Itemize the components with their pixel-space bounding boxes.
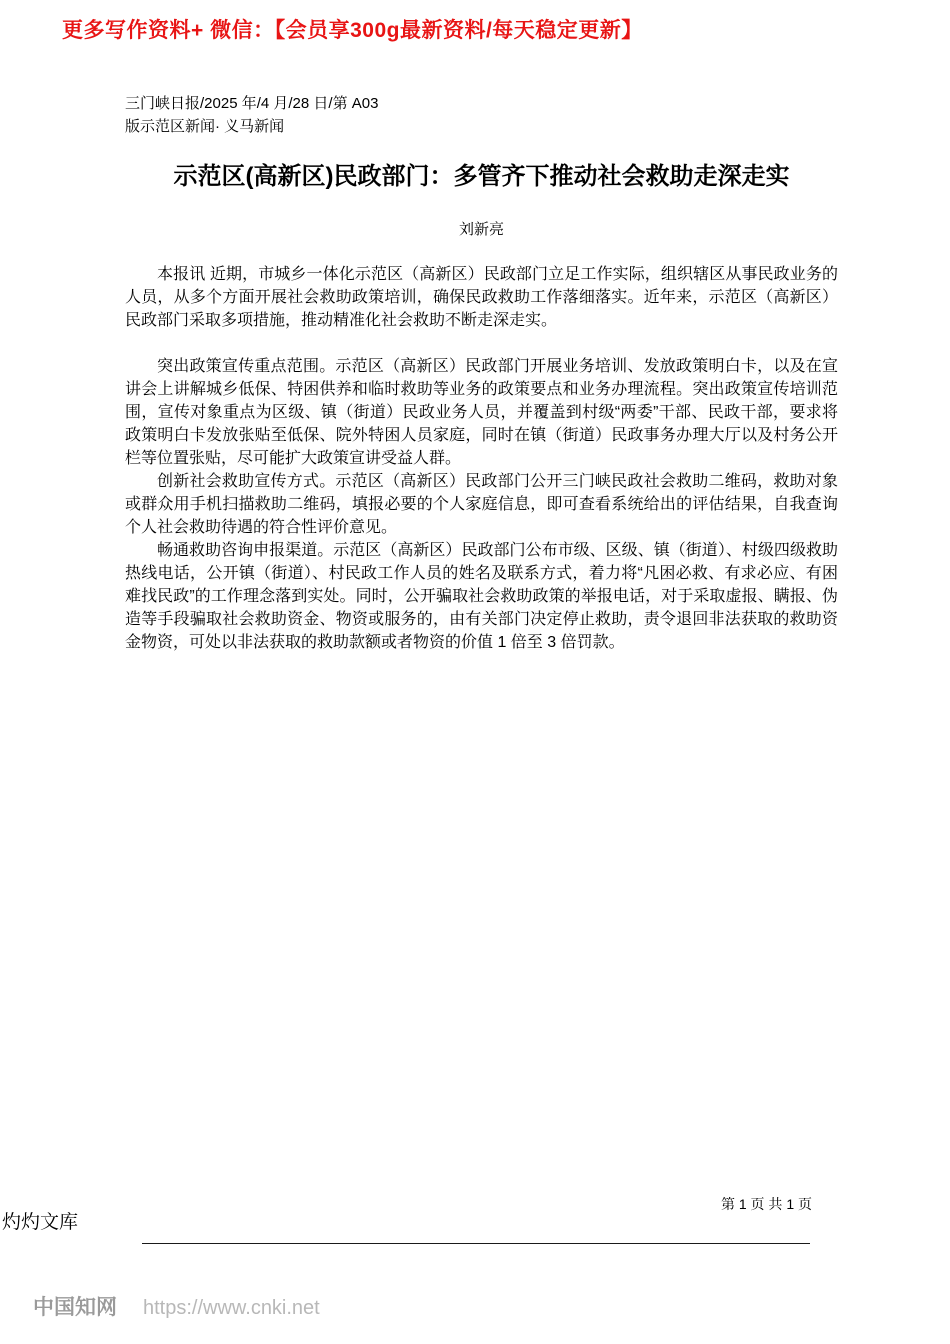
site-footer [33,1291,320,1321]
cnki-logo-text: 中国知网 [33,1296,117,1319]
article-paragraph: 创新社会救助宣传方式。示范区（高新区）民政部门公开三门峡民政社会救助二维码，救助对象或群众用手机扫描救助二维码，填报必要的个人家庭信息，即可查看系统给出的评估结果，自我查询个人社会救助待遇的符合性评价意见。 [125,473,838,536]
library-brand-label: 灼灼文库 [2,1212,79,1233]
article-source-line-1: 三门峡日报/2025 年/4 月/28 日/第 A03 [125,95,379,112]
cnki-url-link[interactable]: https://www.cnki.net [143,1297,320,1319]
article-body [125,263,838,654]
article-author: 刘新亮 [458,221,504,238]
promo-banner: 更多写作资料+ 微信：【会员享300g最新资料/每天稳定更新】 [62,19,643,42]
article-container [125,92,838,654]
article-paragraph: 本报讯 近期，市城乡一体化示范区（高新区）民政部门立足工作实际，组织辖区从事民政业务的人员，从多个方面开展社会救助政策培训，确保民政救助工作落细落实。近年来，示范区（高新区）民政部门采取多项措施，推动精准化社会救助不断走深走实。 [125,266,838,329]
page-number-indicator: 第 1 页 共 1 页 [720,1196,812,1212]
footer-divider-line [142,1243,810,1244]
article-source-line-2: 版示范区新闻· 义马新闻 [125,118,285,135]
article-paragraph: 畅通救助咨询申报渠道。示范区（高新区）民政部门公布市级、区级、镇（街道）、村级四级救助热线电话，公开镇（街道）、村民政工作人员的姓名及联系方式，着力将“凡困必救、有求必应、有困难找民政”的工作理念落到实处。同时，公开骗取社会救助政策的举报电话，对于采取虚报、瞒报、伪造等手段骗取社会救助资金、物资或服务的，由有关部门决定停止救助，责令退回非法获取的救助资金物资，可处以非法获取的救助款额或者物资的价值 1 倍至 3 倍罚款。 [125,542,838,651]
article-title: 示范区(高新区)民政部门：多管齐下推动社会救助走深走实 [173,163,790,190]
article-paragraph: 突出政策宣传重点范围。示范区（高新区）民政部门开展业务培训、发放政策明白卡，以及在宣讲会上讲解城乡低保、特困供养和临时救助等业务的政策要点和业务办理流程。突出政策宣传培训范围，宣传对象重点为区级、镇（街道）民政业务人员，并覆盖到村级“两委”干部、民政干部，要求将政策明白卡发放张贴至低保、院外特困人员家庭，同时在镇（街道）民政事务办理大厅以及村务公开栏等位置张贴，尽可能扩大政策宣讲受益人群。 [125,358,838,467]
